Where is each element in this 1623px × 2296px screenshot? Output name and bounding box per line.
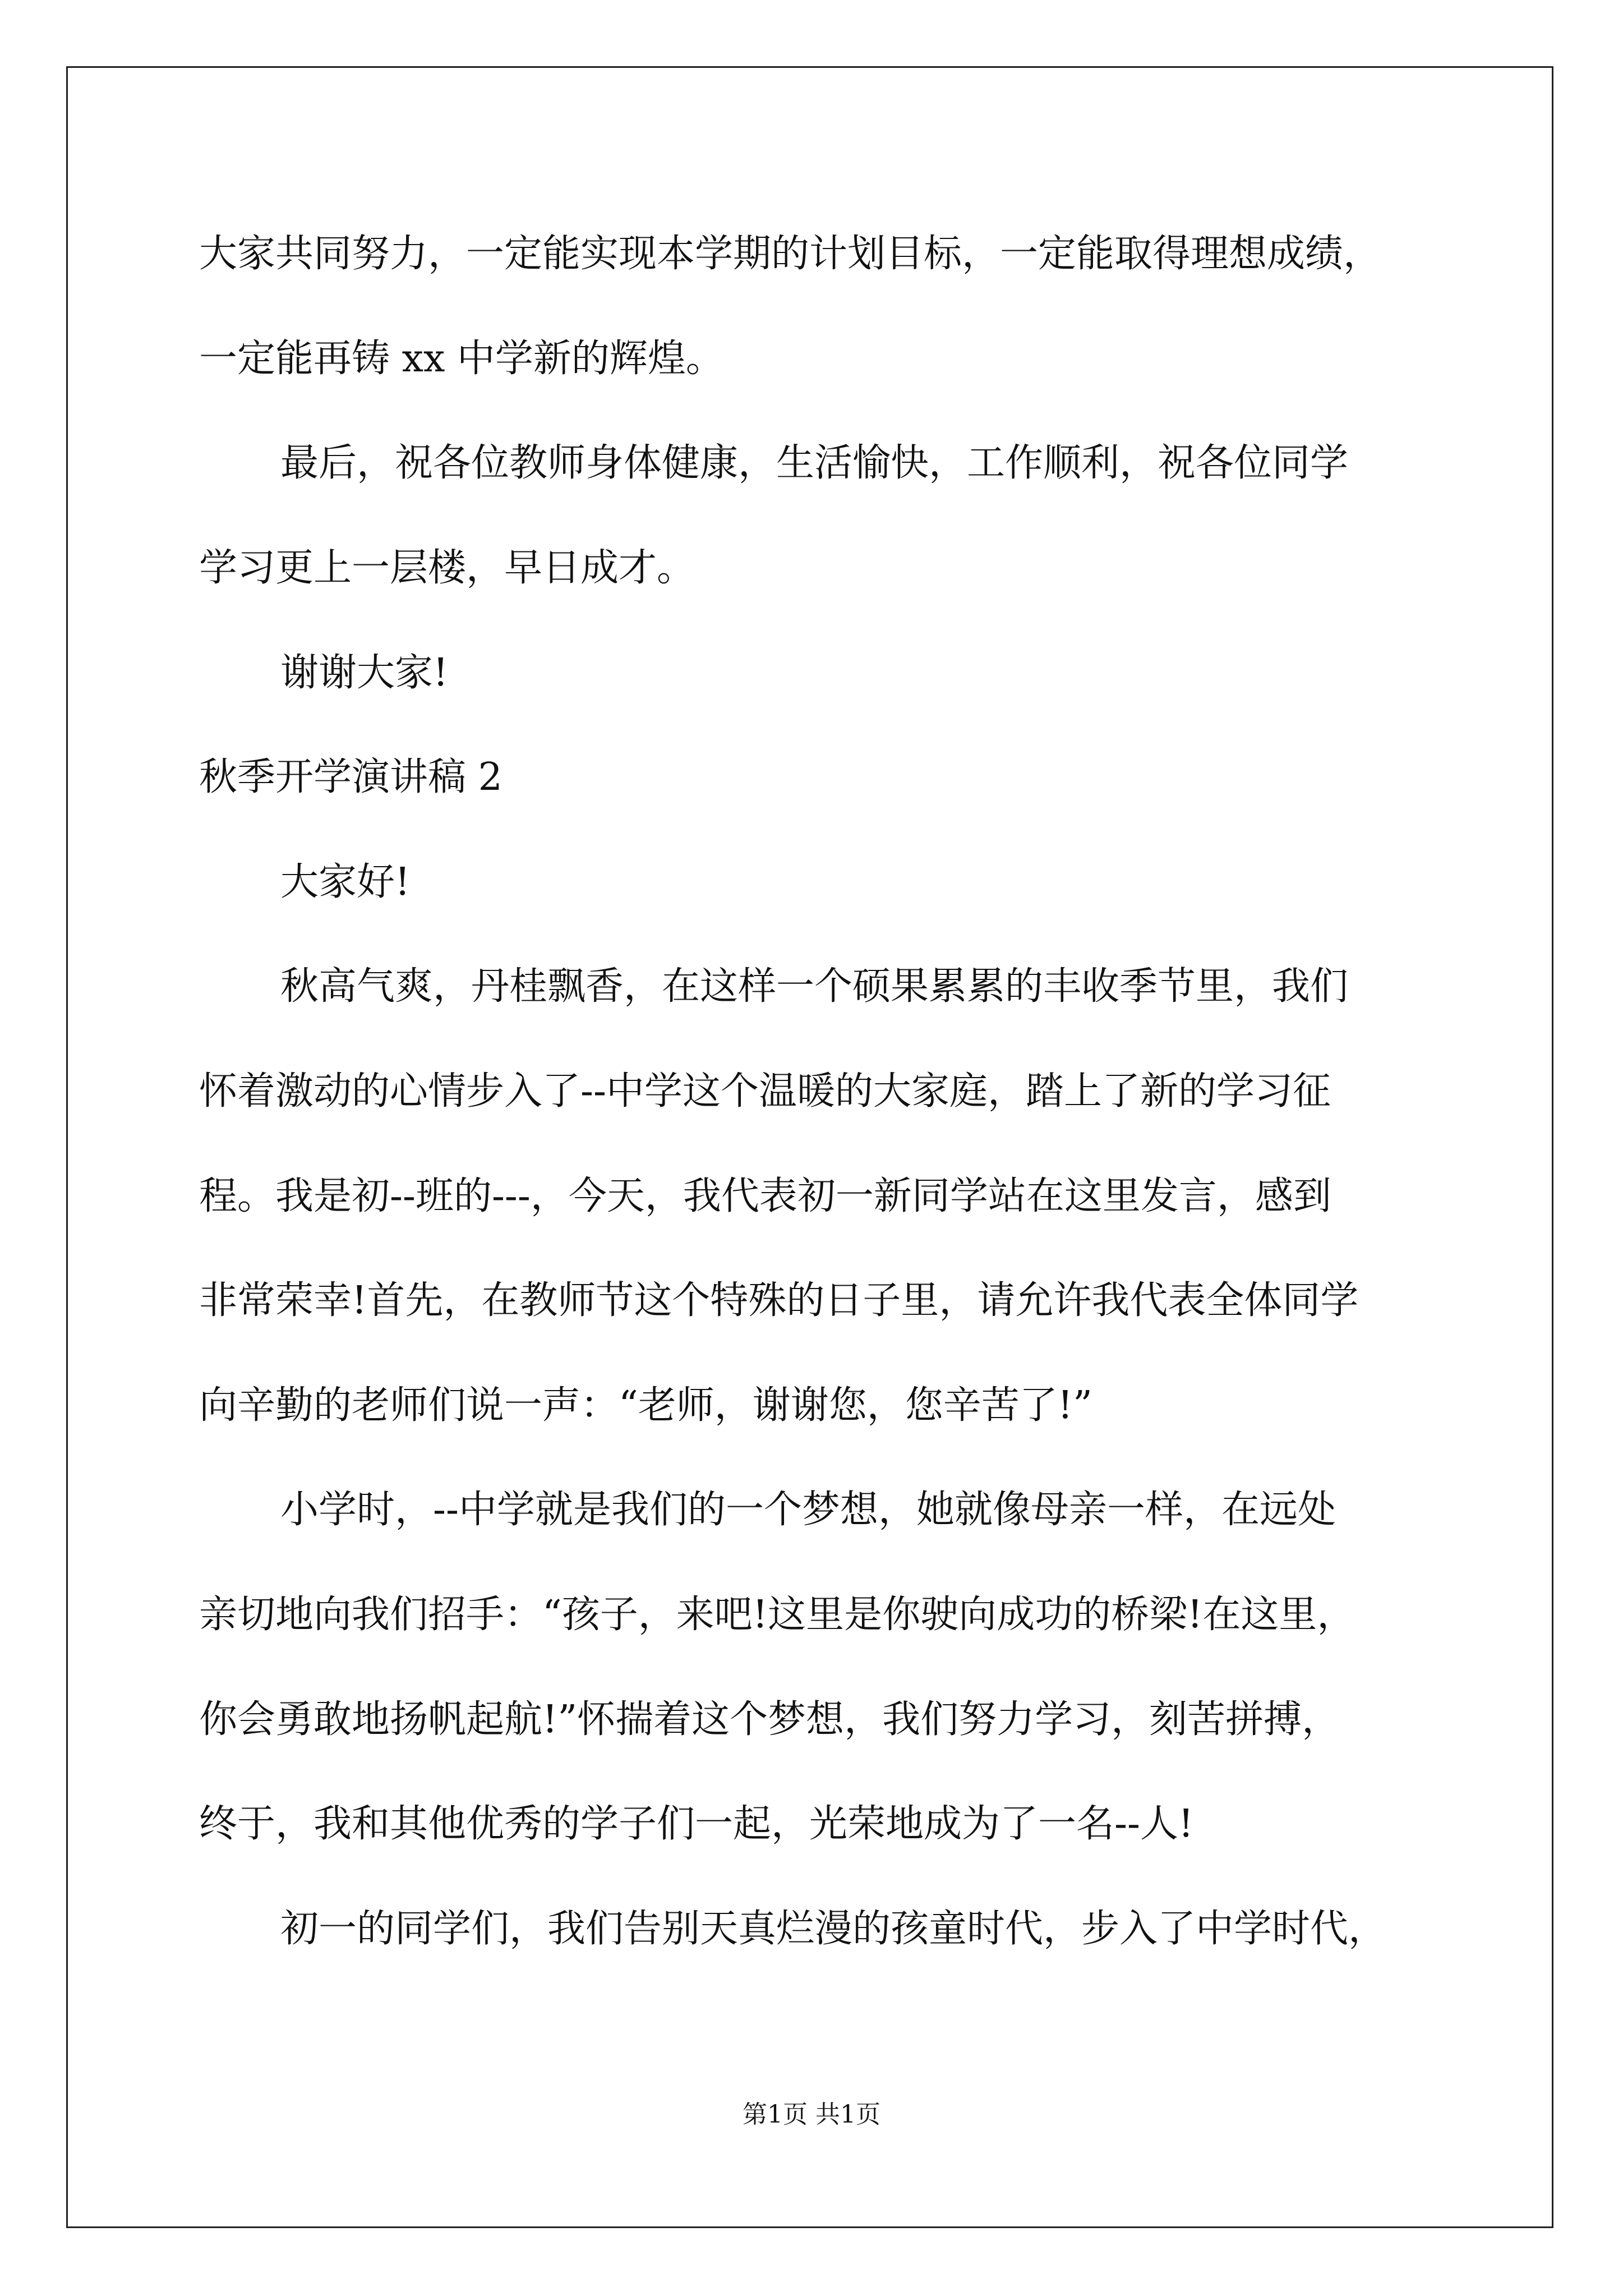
text-line: 初一的同学们，我们告别天真烂漫的孩童时代，步入了中学时代， [280, 1907, 1387, 1951]
text-line: 亲切地向我们招手：“孩子，来吧!这里是你驶向成功的桥梁!在这里， [199, 1593, 1355, 1637]
text-line: 谢谢大家! [280, 651, 449, 695]
page-frame [66, 66, 1553, 2228]
text-line: 怀着激动的心情步入了--中学这个温暖的大家庭，踏上了新的学习征 [199, 1069, 1331, 1114]
text-line: 秋高气爽，丹桂飘香，在这样一个硕果累累的丰收季节里，我们 [280, 964, 1349, 1009]
text-line: 程。我是初--班的---，今天，我代表初一新同学站在这里发言，感到 [199, 1174, 1331, 1218]
section-title: 秋季开学演讲稿 2 [199, 755, 502, 799]
text-line: 学习更上一层楼，早日成才。 [199, 546, 695, 590]
text-line: 大家共同努力，一定能实现本学期的计划目标，一定能取得理想成绩， [199, 232, 1382, 276]
text-line: 大家好! [280, 860, 411, 904]
page-footer: 第1页 共1页 [743, 2100, 880, 2129]
text-line: 非常荣幸!首先，在教师节这个特殊的日子里，请允许我代表全体同学 [199, 1278, 1359, 1323]
text-line: 小学时，--中学就是我们的一个梦想，她就像母亲一样，在远处 [280, 1488, 1336, 1532]
text-line: 向辛勤的老师们说一声：“老师，谢谢您，您辛苦了!” [199, 1383, 1092, 1428]
text-line: 你会勇敢地扬帆起航!”怀揣着这个梦想，我们努力学习，刻苦拼搏， [199, 1697, 1340, 1742]
text-line: 最后，祝各位教师身体健康，生活愉快，工作顺利，祝各位同学 [280, 441, 1349, 485]
text-line: 终于，我和其他优秀的学子们一起，光荣地成为了一名--人! [199, 1802, 1194, 1846]
text-line: 一定能再铸 xx 中学新的辉煌。 [199, 337, 724, 381]
